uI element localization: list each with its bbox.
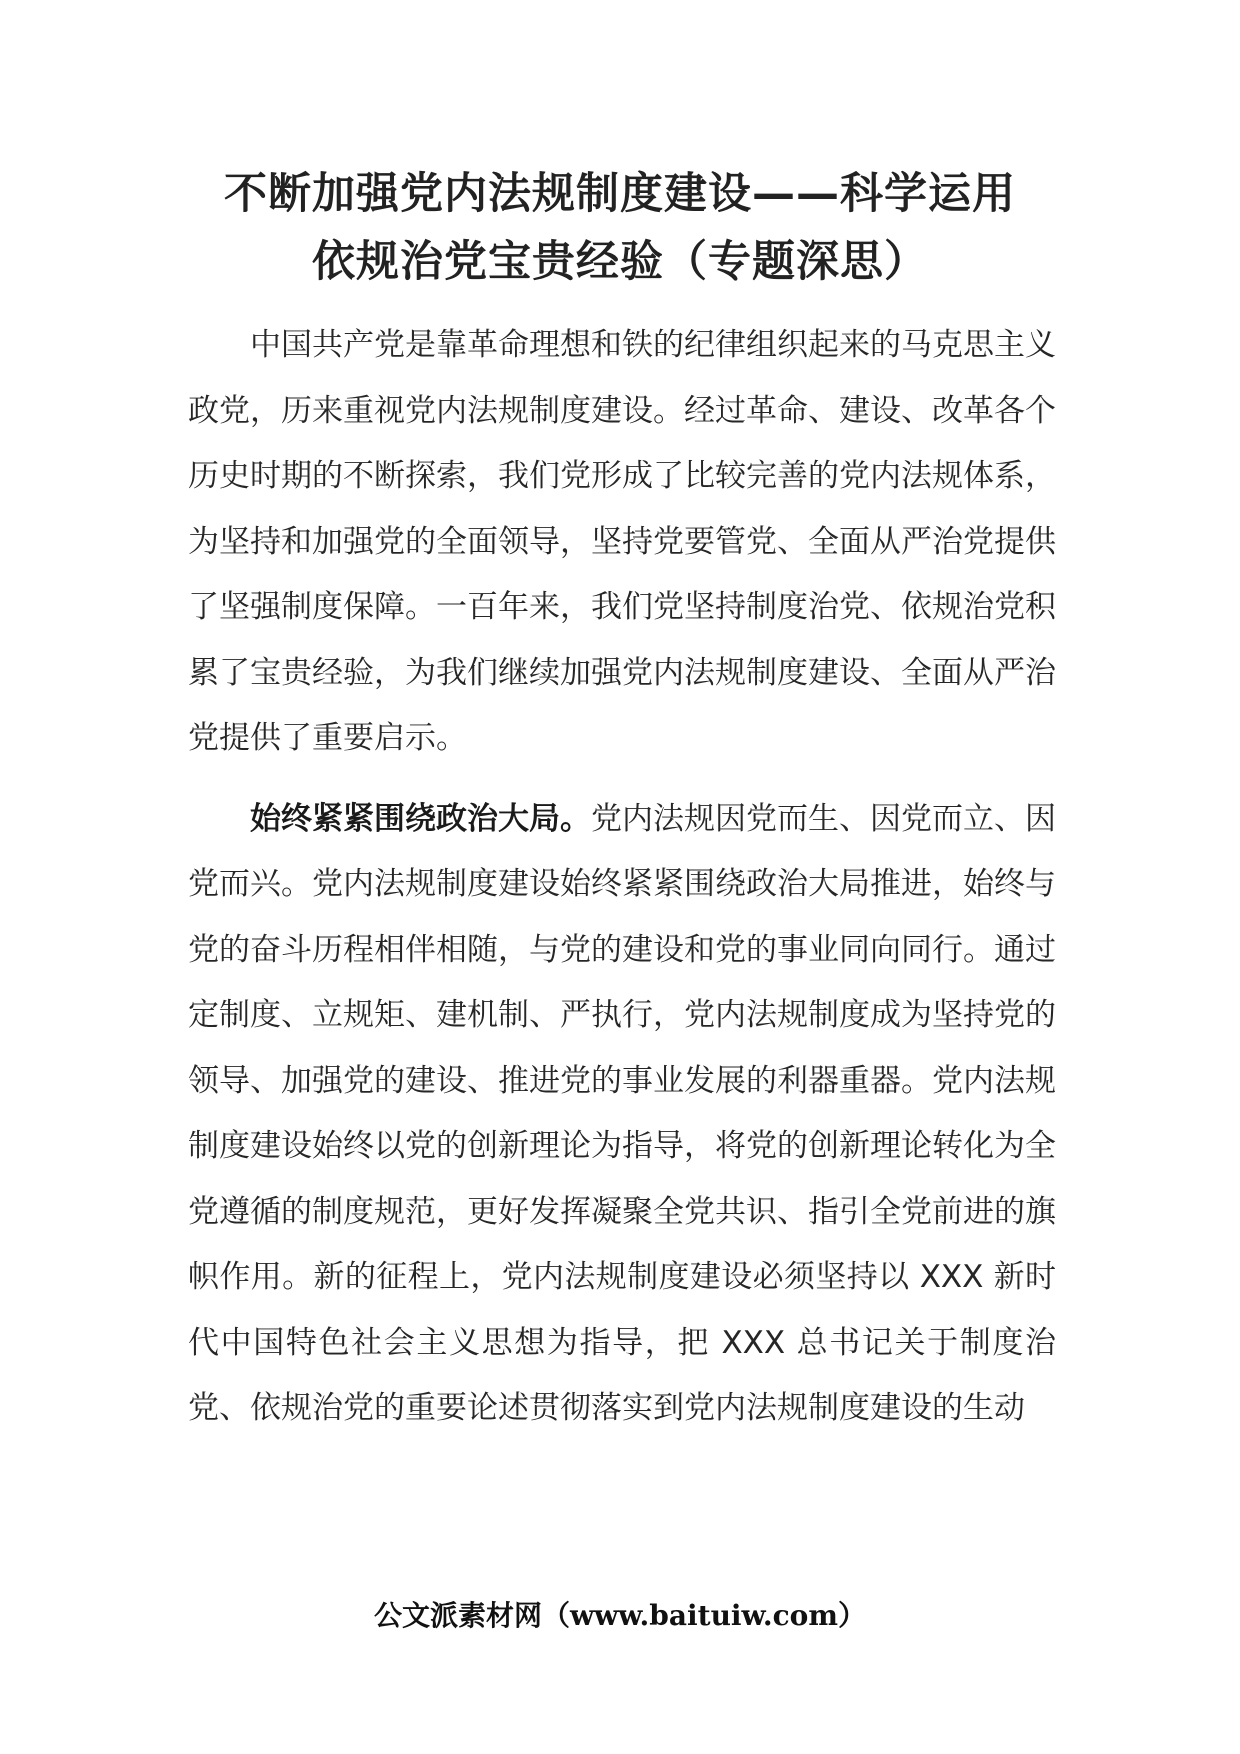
paragraph-political-overall — [188, 787, 1056, 1442]
title-line-2: 依规治党宝贵经验（专题深思） — [312, 237, 928, 287]
document-body — [188, 313, 1056, 1442]
paragraph-intro — [188, 313, 1056, 772]
footer-watermark: 公文派素材网（www.baituiw.com） — [374, 1599, 866, 1632]
title-line-1: 不断加强党内法规制度建设——科学运用 — [224, 169, 1016, 219]
paragraph-lead: 始终紧紧围绕政治大局。 — [250, 800, 591, 837]
document-title — [150, 160, 1090, 296]
paragraph-text: 党内法规因党而生、因党而立、因党而兴。党内法规制度建设始终紧紧围绕政治大局推进，始终与党的奋斗历程相伴相随，与党的建设和党的事业同向同行。通过定制度、立规矩、建机制、严执行，党内法规制度成为坚持党的领导、加强党的建设、推进党的事业发展的利器重器。党内法规制度建设始终以党的创新理论为指导，将党的创新理论转化为全党遵循的制度规范，更好发挥凝聚全党共识、指引全党前进的旗帜作用。新的征程上，党内法规制度建设必须坚持以 XXX 新时代中国特色社会主义思想为指导，把 XXX 总书记关于制度治党、依规治党的重要论述贯彻落实到党内法规制度建设的生动 — [188, 800, 1056, 1426]
paragraph-text: 中国共产党是靠革命理想和铁的纪律组织起来的马克思主义政党，历来重视党内法规制度建设。经过革命、建设、改革各个历史时期的不断探索，我们党形成了比较完善的党内法规体系，为坚持和加强党的全面领导，坚持党要管党、全面从严治党提供了坚强制度保障。一百年来，我们党坚持制度治党、依规治党积累了宝贵经验，为我们继续加强党内法规制度建设、全面从严治党提供了重要启示。 — [188, 327, 1056, 756]
